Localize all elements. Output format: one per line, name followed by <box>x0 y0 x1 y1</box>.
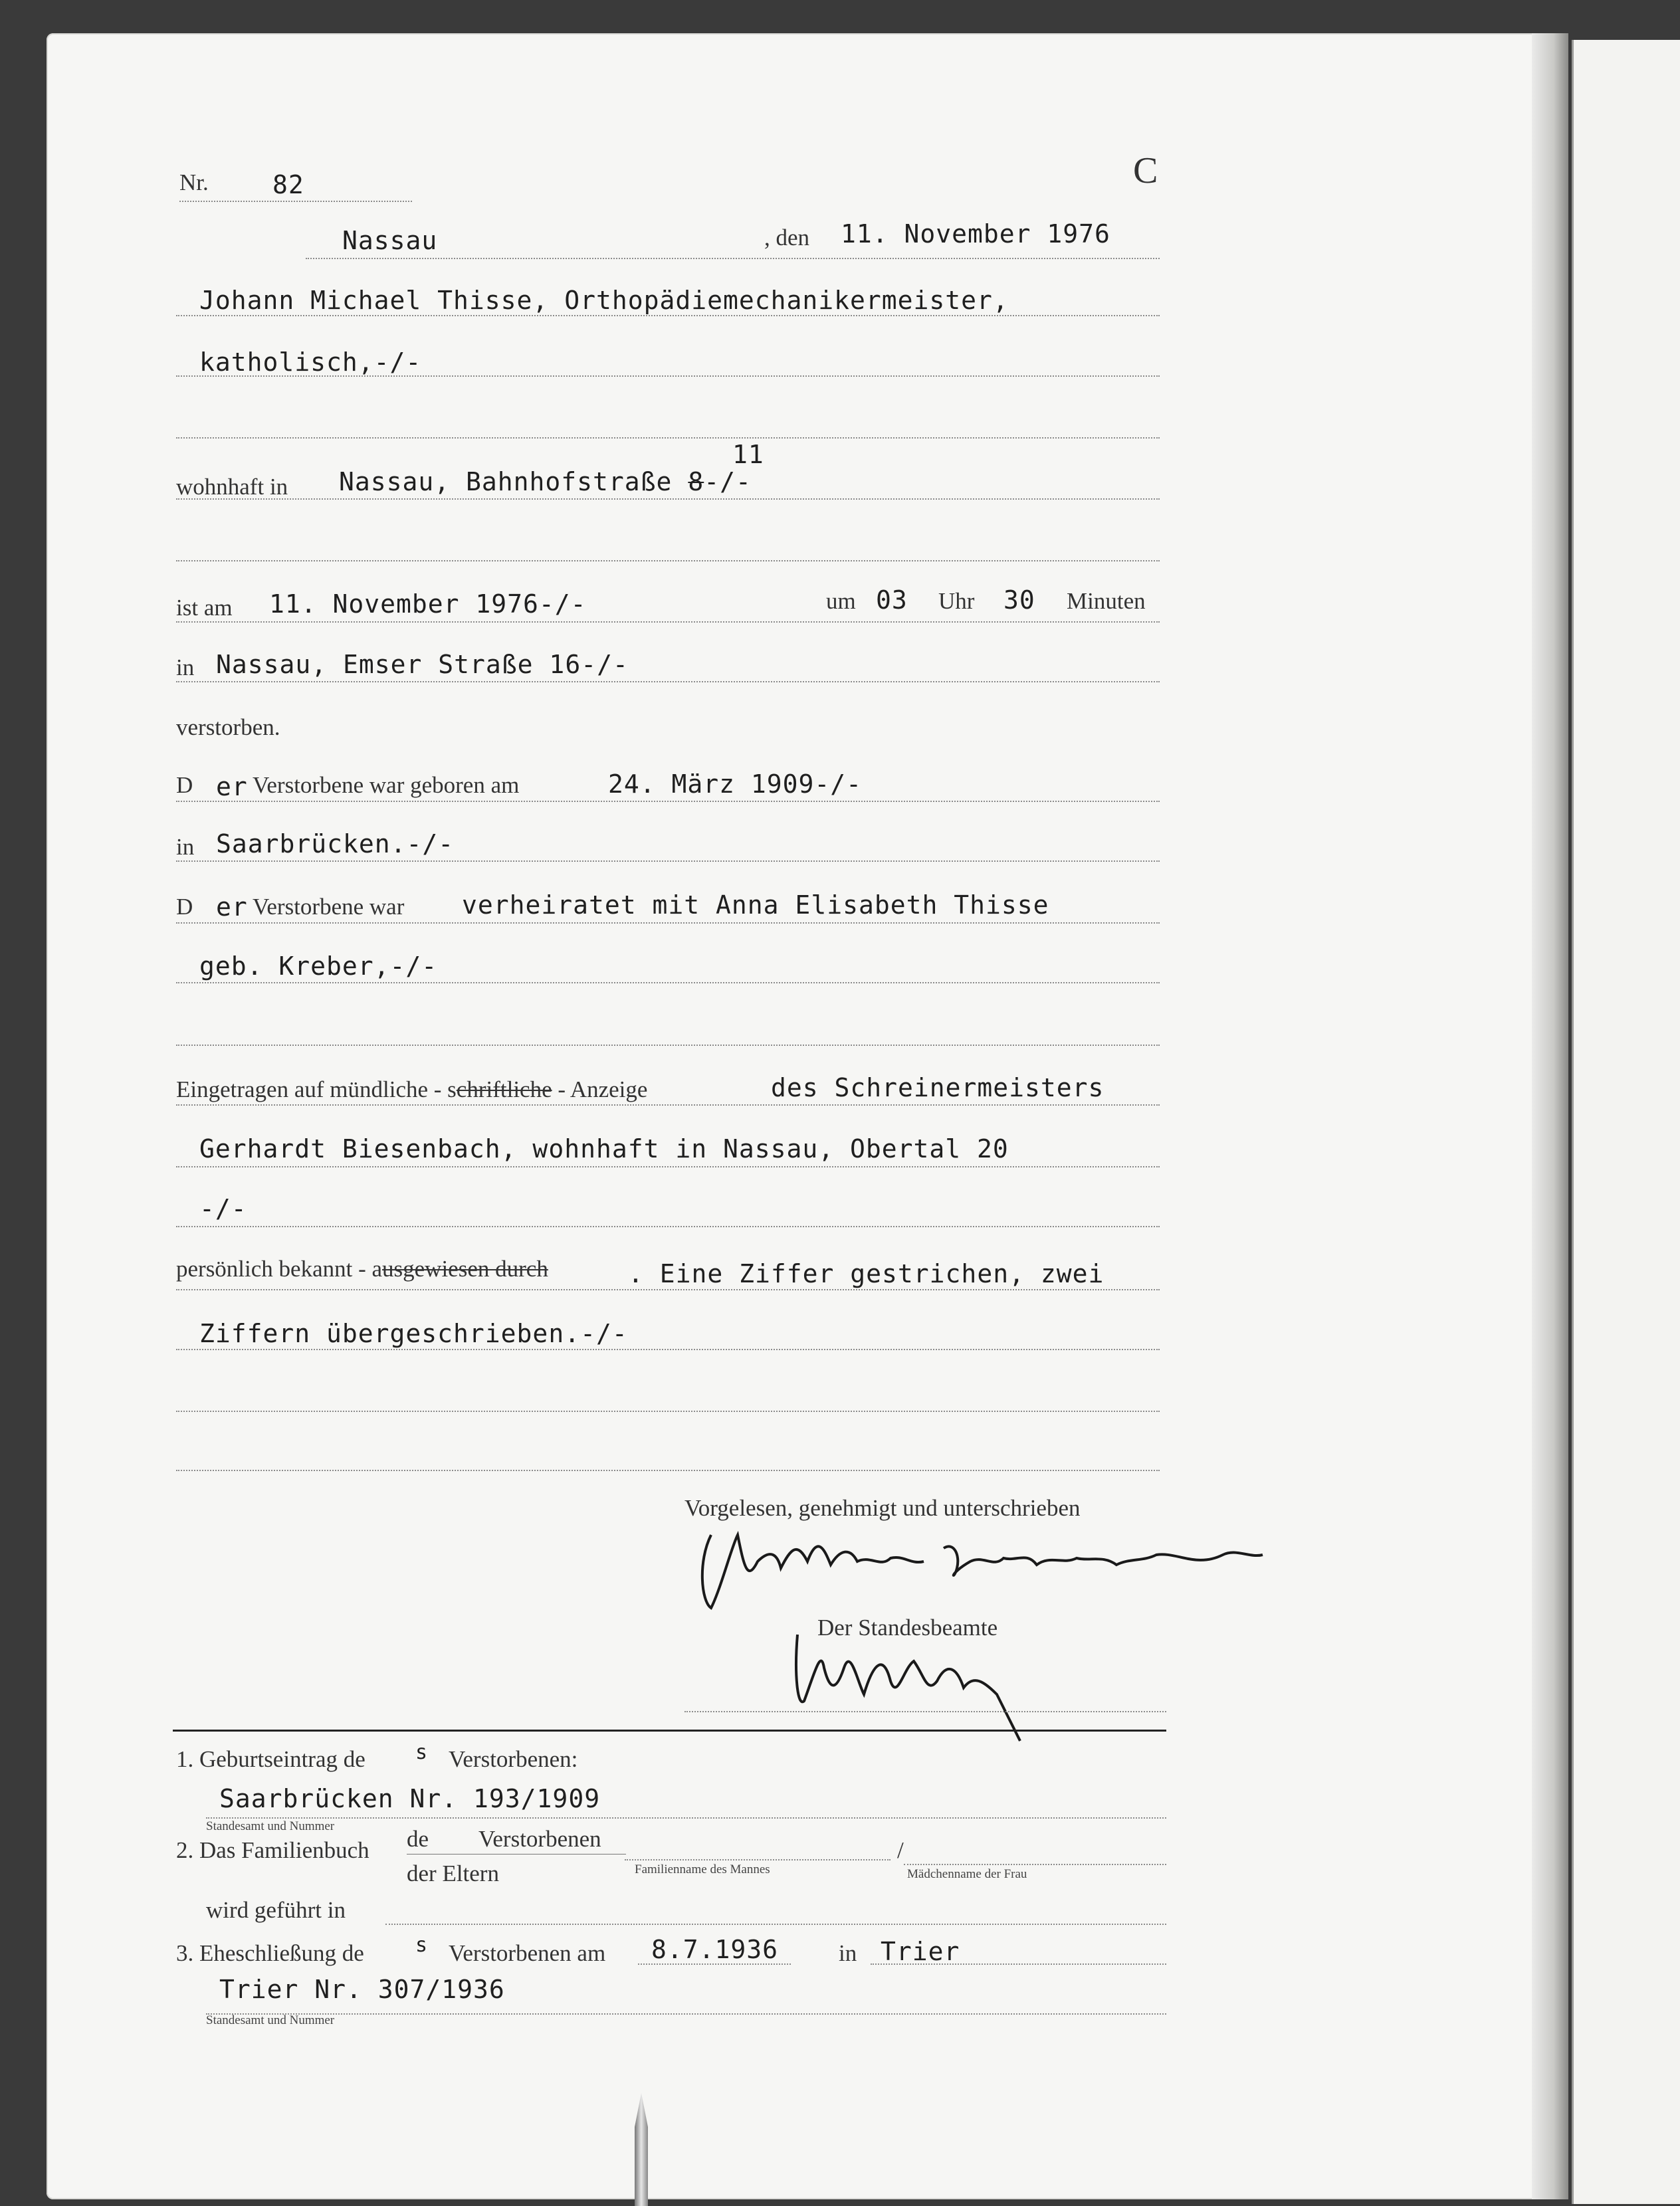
page-binding <box>1532 33 1568 2199</box>
line <box>176 1470 1160 1471</box>
birth-place: Saarbrücken.-/- <box>216 829 455 858</box>
marital-line-1: verheiratet mit Anna Elisabeth Thisse <box>462 890 1049 920</box>
line <box>176 1045 1160 1046</box>
signature-line <box>684 1711 1166 1712</box>
marital-d-label: D <box>176 894 193 920</box>
inserted-digits: 11 <box>732 440 764 469</box>
death-hour: 03 <box>876 585 908 615</box>
place: Nassau <box>342 226 438 255</box>
line <box>871 1963 1166 1965</box>
line <box>176 375 1160 377</box>
footnote-3-label: 3. Eheschließung de <box>176 1940 364 1966</box>
line <box>176 982 1160 983</box>
footnote-2-de: de <box>407 1826 429 1852</box>
line <box>176 560 1160 561</box>
birth-er: er <box>216 772 248 801</box>
read-approved-label: Vorgelesen, genehmigt und unterschrieben <box>684 1495 1081 1521</box>
ist-am-label: ist am <box>176 595 233 621</box>
birth-in-label: in <box>176 834 195 860</box>
minuten-label: Minuten <box>1067 588 1146 614</box>
footnote-2-underline <box>407 1854 626 1855</box>
line <box>625 1859 891 1860</box>
notice-line-1: des Schreinermeisters <box>771 1073 1104 1102</box>
identity-label: persönlich bekannt - ausgewiesen durch <box>176 1256 548 1282</box>
record-date: 11. November 1976 <box>841 219 1110 249</box>
line <box>176 801 1160 802</box>
verstorben-label: verstorben. <box>176 714 280 740</box>
marital-er: er <box>216 892 248 922</box>
footnote-2-sub-2: Mädchenname der Frau <box>907 1867 1027 1881</box>
footnote-3-place: Trier <box>881 1937 960 1966</box>
line <box>176 1411 1160 1412</box>
registrar-label: Der Standesbeamte <box>817 1615 998 1641</box>
footnote-3-value: Trier Nr. 307/1936 <box>219 1975 505 2004</box>
footnote-1-sub: Standesamt und Nummer <box>206 1819 335 1833</box>
residence-label: wohnhaft in <box>176 474 288 500</box>
death-place: Nassau, Emser Straße 16-/- <box>216 650 629 679</box>
den-label: , den <box>764 225 810 251</box>
line <box>176 498 1160 500</box>
line <box>176 315 1160 316</box>
line <box>904 1864 1166 1865</box>
line <box>385 1924 1166 1925</box>
footnote-2-eltern: der Eltern <box>407 1860 499 1886</box>
line <box>206 2013 1166 2015</box>
register-letter: C <box>1133 150 1158 191</box>
marital-label: Verstorbene war <box>253 894 405 920</box>
line <box>176 860 1160 862</box>
footnote-3-date: 8.7.1936 <box>651 1935 779 1964</box>
identity-typed: . Eine Ziffer gestrichen, zwei <box>628 1259 1104 1288</box>
birth-d-label: D <box>176 772 193 798</box>
death-in-label: in <box>176 654 195 680</box>
notice-line-3: -/- <box>199 1194 247 1223</box>
footnote-1-suffix: Verstorbenen: <box>449 1746 578 1772</box>
footnote-1-s: s <box>415 1741 429 1764</box>
line <box>176 681 1160 682</box>
line <box>176 1289 1160 1290</box>
line <box>176 437 1160 439</box>
line <box>176 1349 1160 1350</box>
footnote-2-slash: / <box>897 1837 904 1863</box>
line <box>638 1963 791 1965</box>
line <box>176 621 1160 623</box>
footnote-2-label: 2. Das Familienbuch <box>176 1837 369 1863</box>
footnote-2b-label: wird geführt in <box>206 1897 346 1923</box>
footnote-divider <box>173 1730 1166 1732</box>
born-label: Verstorbene war geboren am <box>253 772 520 798</box>
footnote-3-s: s <box>415 1934 429 1957</box>
nr-line <box>179 201 412 202</box>
marital-line-2: geb. Kreber,-/- <box>199 952 438 981</box>
nr-label: Nr. <box>179 169 209 195</box>
death-minute: 30 <box>1003 585 1035 615</box>
registrar-signature <box>784 1595 1077 1748</box>
person-line-2: katholisch,-/- <box>199 348 422 377</box>
line <box>176 922 1160 924</box>
line <box>206 1817 1166 1819</box>
residence-value: Nassau, Bahnhofstraße 8-/- <box>339 467 752 496</box>
footnote-2-sub-1: Familienname des Mannes <box>635 1862 770 1876</box>
nr-value: 82 <box>272 170 304 199</box>
death-date: 11. November 1976-/- <box>269 589 587 619</box>
footnote-1-value: Saarbrücken Nr. 193/1909 <box>219 1784 601 1813</box>
line <box>176 1104 1160 1106</box>
footnote-2-verstorbenen: Verstorbenen <box>478 1826 601 1852</box>
footnote-3-sub: Standesamt und Nummer <box>206 2013 335 2027</box>
footnote-3-in: in <box>839 1940 857 1966</box>
identity-line-2: Ziffern übergeschrieben.-/- <box>199 1319 628 1348</box>
place-date-line <box>306 258 1160 259</box>
adjacent-page <box>1572 40 1680 2204</box>
footnote-1-label: 1. Geburtseintrag de <box>176 1746 366 1772</box>
footnote-3-mid: Verstorbenen am <box>449 1940 606 1966</box>
line <box>176 1226 1160 1227</box>
notice-label: Eingetragen auf mündliche - schriftliche - Anzeige <box>176 1076 648 1102</box>
uhr-label: Uhr <box>938 588 975 614</box>
um-label: um <box>826 588 856 614</box>
line <box>176 1166 1160 1167</box>
person-line-1: Johann Michael Thisse, Orthopädiemechanikermeister, <box>199 286 1009 315</box>
birth-date: 24. März 1909-/- <box>608 769 863 799</box>
notice-line-2: Gerhardt Biesenbach, wohnhaft in Nassau, Obertal 20 <box>199 1134 1009 1163</box>
